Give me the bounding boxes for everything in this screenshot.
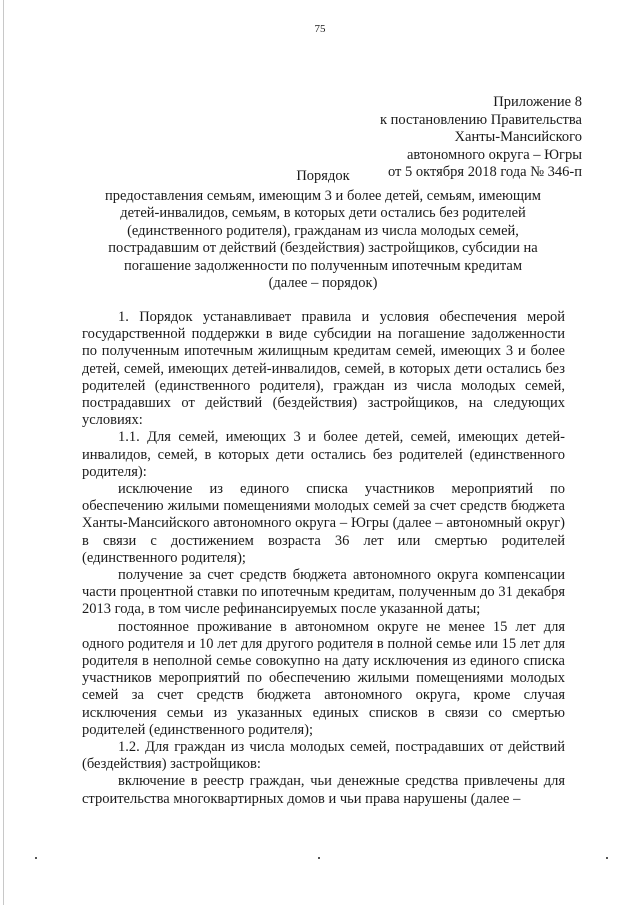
title-line: детей-инвалидов, семьям, в которых дети остались без родителей [120, 205, 526, 221]
scan-dot [318, 857, 320, 859]
body-text [82, 309, 565, 808]
page-number: 75 [314, 23, 326, 35]
paragraph: постоянное проживание в автономном округе не менее 15 лет для одного родителя и 10 лет для другого родителя в полной семье или 15 лет для родителя в неполной семье совокупно на дату исключения из единого списка участников мероприятий по обеспечению жилыми помещениями молодых семей за счет средств бюджета автономного округа, кроме случая исключения семьи из указанных единых списков в связи со смертью родителей (единственного родителя); [82, 618, 565, 738]
paragraph: 1.2. Для граждан из числа молодых семей, пострадавших от действий (бездействия) застройщиков: [82, 739, 565, 773]
title-line: пострадавшим от действий (бездействия) застройщиков, субсидии на [108, 240, 538, 256]
paragraph: исключение из единого списка участников мероприятий по обеспечению жилыми помещениями молодых семей за счет средств бюджета Ханты-Мансийского автономного округа – Югры (далее – автономный округ) в связи с достижением возраста 36 лет или смертью родителей (единственного родителя); [82, 481, 565, 566]
title-line: погашение задолженности по полученным ипотечным кредитам [123, 257, 523, 274]
paragraph: включение в реестр граждан, чьи денежные средства привлечены для строительства многоквартирных домов и чьи права нарушены (далее – [82, 773, 565, 807]
annex-line: от 5 октября 2018 года № 346-п [387, 164, 582, 180]
page-edge [3, 0, 4, 905]
paragraph: получение за счет средств бюджета автономного округа компенсации части процентной ставки по ипотечным кредитам, полученным до 31 декабря 2013 года, в том числе рефинансируемых после указанной даты; [82, 567, 565, 618]
scan-dot [606, 857, 608, 859]
title-line: (далее – порядок) [268, 275, 378, 291]
annex-line: автономного округа – Югры [406, 146, 582, 163]
title-heading: Порядок [296, 168, 350, 184]
title-line: (единственного родителя), гражданам из числа молодых семей, [127, 222, 519, 239]
paragraph: 1.1. Для семей, имеющих 3 и более детей, семей, имеющих детей-инвалидов, семей, в которых дети остались без родителей (единственного родителя): [82, 429, 565, 480]
title-line: предоставления семьям, имеющим 3 и более детей, семьям, имеющим [105, 187, 541, 204]
paragraph: 1. Порядок устанавливает правила и условия обеспечения мерой государственной поддержки в виде субсидии на погашение задолженности по полученным ипотечным жилищным кредитам семей, имеющих 3 и более детей, семей, имеющих детей-инвалидов, семей, в которых дети остались без родителей (единственного родителя), граждан из числа молодых семей, пострадавших от действий (бездействия) застройщиков, на следующих условиях: [82, 309, 565, 429]
annex-line: Приложение 8 [493, 94, 582, 110]
annex-line: к постановлению Правительства [380, 111, 582, 128]
document-title [90, 168, 556, 293]
scan-dot [35, 857, 37, 859]
annex-line: Ханты-Мансийского [454, 129, 582, 145]
